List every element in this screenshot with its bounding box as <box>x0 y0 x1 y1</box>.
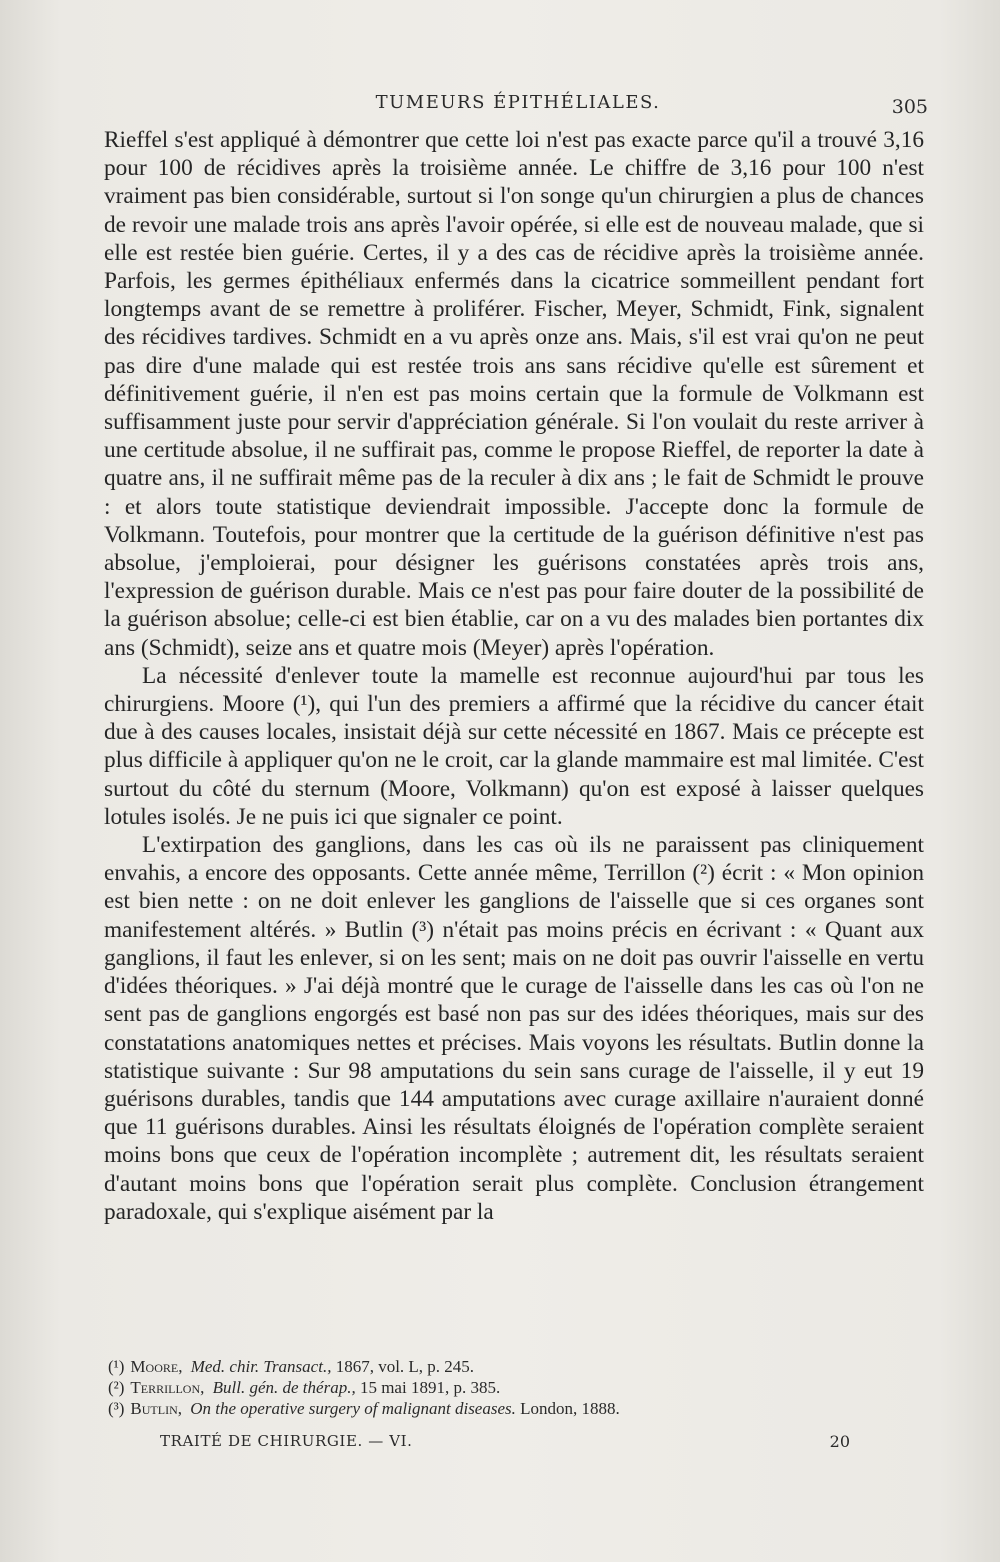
running-header <box>108 92 928 122</box>
footnote-mark: (²) <box>108 1378 125 1397</box>
footnote-author: Terrillon, <box>130 1378 205 1397</box>
sheet-signature: 20 <box>829 1432 850 1451</box>
footnote-details: 1867, vol. L, p. 245. <box>335 1357 475 1376</box>
footnote-author: Butlin, <box>130 1399 182 1418</box>
footnote-1 <box>108 1356 908 1377</box>
footnotes <box>108 1356 908 1419</box>
running-title: TUMEURS ÉPITHÉLIALES. <box>375 92 661 113</box>
body-text <box>104 126 924 1226</box>
page-number: 305 <box>891 96 928 118</box>
footnote-3 <box>108 1398 908 1419</box>
footnote-mark: (³) <box>108 1399 125 1418</box>
book-title: TRAITÉ DE CHIRURGIE. — VI. <box>160 1432 413 1450</box>
paragraph-2: La nécessité d'enlever toute la mamelle est reconnue aujourd'hui par tous les chirurgiens. Moore (¹), qui l'un des premiers a affirmé que la récidive du cancer était due à des causes locales, insistait déjà sur cette nécessité en 1867. Mais ce précepte est plus difficile à appliquer qu'on ne le croit, car la glande mammaire est mal limitée. C'est surtout du côté du sternum (Moore, Volkmann) qu'on est exposé à laisser quelques lotules isolés. Je ne puis ici que signaler ce point. <box>104 662 924 830</box>
footnote-work: On the operative surgery of malignant diseases. <box>190 1399 516 1418</box>
footnote-mark: (¹) <box>108 1357 125 1376</box>
footnote-work: Bull. gén. de thérap., <box>212 1378 356 1397</box>
paragraph-1: Rieffel s'est appliqué à démontrer que cette loi n'est pas exacte parce qu'il a trouvé 3,16 pour 100 de récidives après la troisième année. Le chiffre de 3,16 pour 100 n'est vraiment pas bien considérable, surtout si l'on songe qu'un chirurgien a plus de chances de revoir une malade trois ans après l'avoir opérée, si elle est de nouveau malade, que si elle est restée bien guérie. Certes, il y a des cas de récidive après la troisième année. Parfois, les germes épithéliaux enfermés dans la cicatrice sommeillent pendant fort longtemps avant de se remettre à proliférer. Fischer, Meyer, Schmidt, Fink, signalent des récidives tardives. Schmidt en a vu après onze ans. Mais, s'il est vrai qu'on ne peut pas dire d'une malade qui est restée trois ans sans récidive qu'elle est sûrement et définitivement guérie, il n'en est pas moins certain que la formule de Volkmann est suffisamment juste pour servir d'appréciation générale. Si l'on voulait du reste arriver à une certitude absolue, il ne suffirait pas, comme le propose Rieffel, de reporter la date à quatre ans, il ne suffirait même pas de la reculer à dix ans ; le fait de Schmidt le prouve : et alors toute statistique deviendrait impossible. J'accepte donc la formule de Volkmann. Toutefois, pour montrer que la certitude de la guérison définitive n'est pas absolue, j'emploierai, pour désigner les guérisons constatées après trois ans, l'expression de guérison durable. Mais ce n'est pas pour faire douter de la possibilité de la guérison absolue; celle-ci est bien établie, car on a vu des malades bien portantes dix ans (Schmidt), seize ans et quatre mois (Meyer) après l'opération. <box>104 127 924 661</box>
footnote-2 <box>108 1377 908 1398</box>
footnote-work: Med. chir. Transact., <box>190 1357 332 1376</box>
footnote-author: Moore, <box>130 1357 183 1376</box>
page-footer <box>160 1432 850 1456</box>
footnote-details: London, 1888. <box>520 1399 620 1418</box>
footnote-details: 15 mai 1891, p. 385. <box>359 1378 501 1397</box>
paragraph-3: L'extirpation des ganglions, dans les cas où ils ne paraissent pas cliniquement envahis, a encore des opposants. Cette année même, Terrillon (²) écrit : « Mon opinion est bien nette : on ne doit enlever les ganglions de l'aisselle que si ces organes sont manifestement altérés. » Butlin (³) n'était pas moins précis en écrivant : « Quant aux ganglions, il faut les enlever, si on les sent; mais on ne doit pas ouvrir l'aisselle en vertu d'idées théoriques. » J'ai déjà montré que le curage de l'aisselle dans les cas où l'on ne sent pas de ganglions engorgés est basé non pas sur des idées théoriques, mais sur des constatations anatomiques nettes et précises. Mais voyons les résultats. Butlin donne la statistique suivante : Sur 98 amputations du sein sans curage de l'aisselle, il y eut 19 guérisons durables, tandis que 144 amputations avec curage axillaire n'auraient donné que 11 guérisons durables. Ainsi les résultats éloignés de l'opération complète seraient moins bons que ceux de l'opération incomplète ; autrement dit, les résultats seraient d'autant moins bons que l'opération serait plus complète. Conclusion étrangement paradoxale, qui s'explique aisément par la <box>104 832 924 1225</box>
